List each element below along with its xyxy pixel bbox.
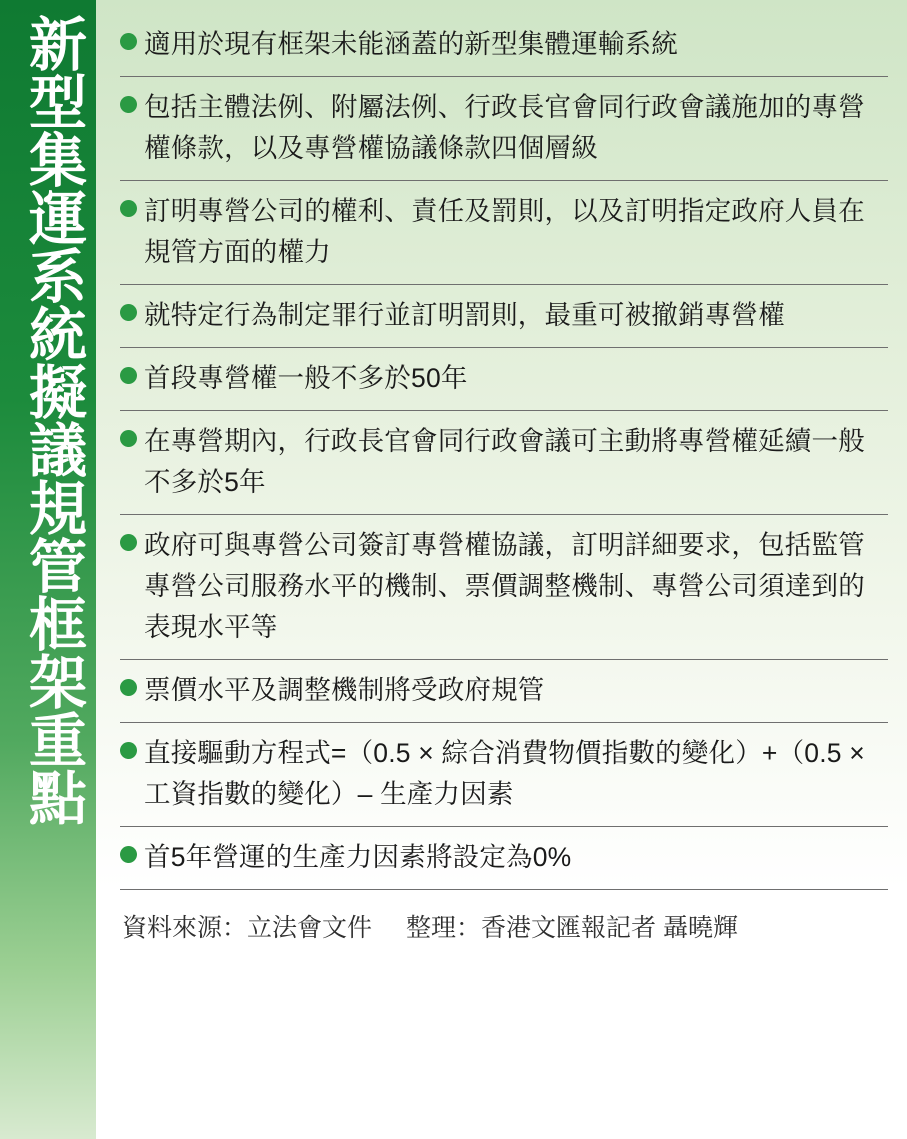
list-item-text: 包括主體法例、附屬法例、行政長官會同行政會議施加的專營權條款，以及專營權協議條款四個層級 (144, 92, 865, 163)
list-item (120, 723, 888, 827)
list-item-text: 直接驅動方程式=（0.5 × 綜合消費物價指數的變化）+（0.5 × 工資指數的變化）– 生產力因素 (144, 738, 865, 809)
list-item-text: 適用於現有框架未能涵蓋的新型集體運輸系統 (144, 29, 678, 59)
list-item-text: 政府可與專營公司簽訂專營權協議，訂明詳細要求，包括監管專營公司服務水平的機制、票價調整機制、專營公司須達到的表現水平等 (144, 530, 865, 642)
content-area (96, 0, 907, 1139)
list-item-text: 首段專營權一般不多於50年 (144, 363, 468, 393)
credit-label: 整理：香港文匯報記者 聶曉輝 (406, 914, 738, 942)
list-item (120, 827, 888, 890)
filled-circle-bullet-icon (120, 430, 137, 447)
filled-circle-bullet-icon (120, 742, 137, 759)
bullet-list (120, 14, 888, 946)
list-item-text: 首5年營運的生產力因素將設定為0% (144, 842, 572, 872)
list-item (120, 411, 888, 515)
list-item-text: 就特定行為制定罪行並訂明罰則，最重可被撤銷專營權 (144, 300, 785, 330)
page-title: 新型集運系統擬議規管框架重點 (20, 14, 85, 826)
filled-circle-bullet-icon (120, 367, 137, 384)
list-item (120, 515, 888, 660)
filled-circle-bullet-icon (120, 33, 137, 50)
filled-circle-bullet-icon (120, 534, 137, 551)
filled-circle-bullet-icon (120, 679, 137, 696)
list-item (120, 14, 888, 77)
filled-circle-bullet-icon (120, 304, 137, 321)
filled-circle-bullet-icon (120, 846, 137, 863)
filled-circle-bullet-icon (120, 96, 137, 113)
list-item-text: 票價水平及調整機制將受政府規管 (144, 675, 545, 705)
source-label: 資料來源：立法會文件 (122, 914, 373, 942)
title-band (0, 0, 96, 1139)
list-item (120, 181, 888, 285)
list-item (120, 285, 888, 348)
footer-credits (120, 890, 888, 946)
filled-circle-bullet-icon (120, 200, 137, 217)
list-item-text: 在專營期內，行政長官會同行政會議可主動將專營權延續一般不多於5年 (144, 426, 865, 497)
list-item (120, 348, 888, 411)
list-item-text: 訂明專營公司的權利、責任及罰則，以及訂明指定政府人員在規管方面的權力 (144, 196, 865, 267)
list-item (120, 77, 888, 181)
list-item (120, 660, 888, 723)
